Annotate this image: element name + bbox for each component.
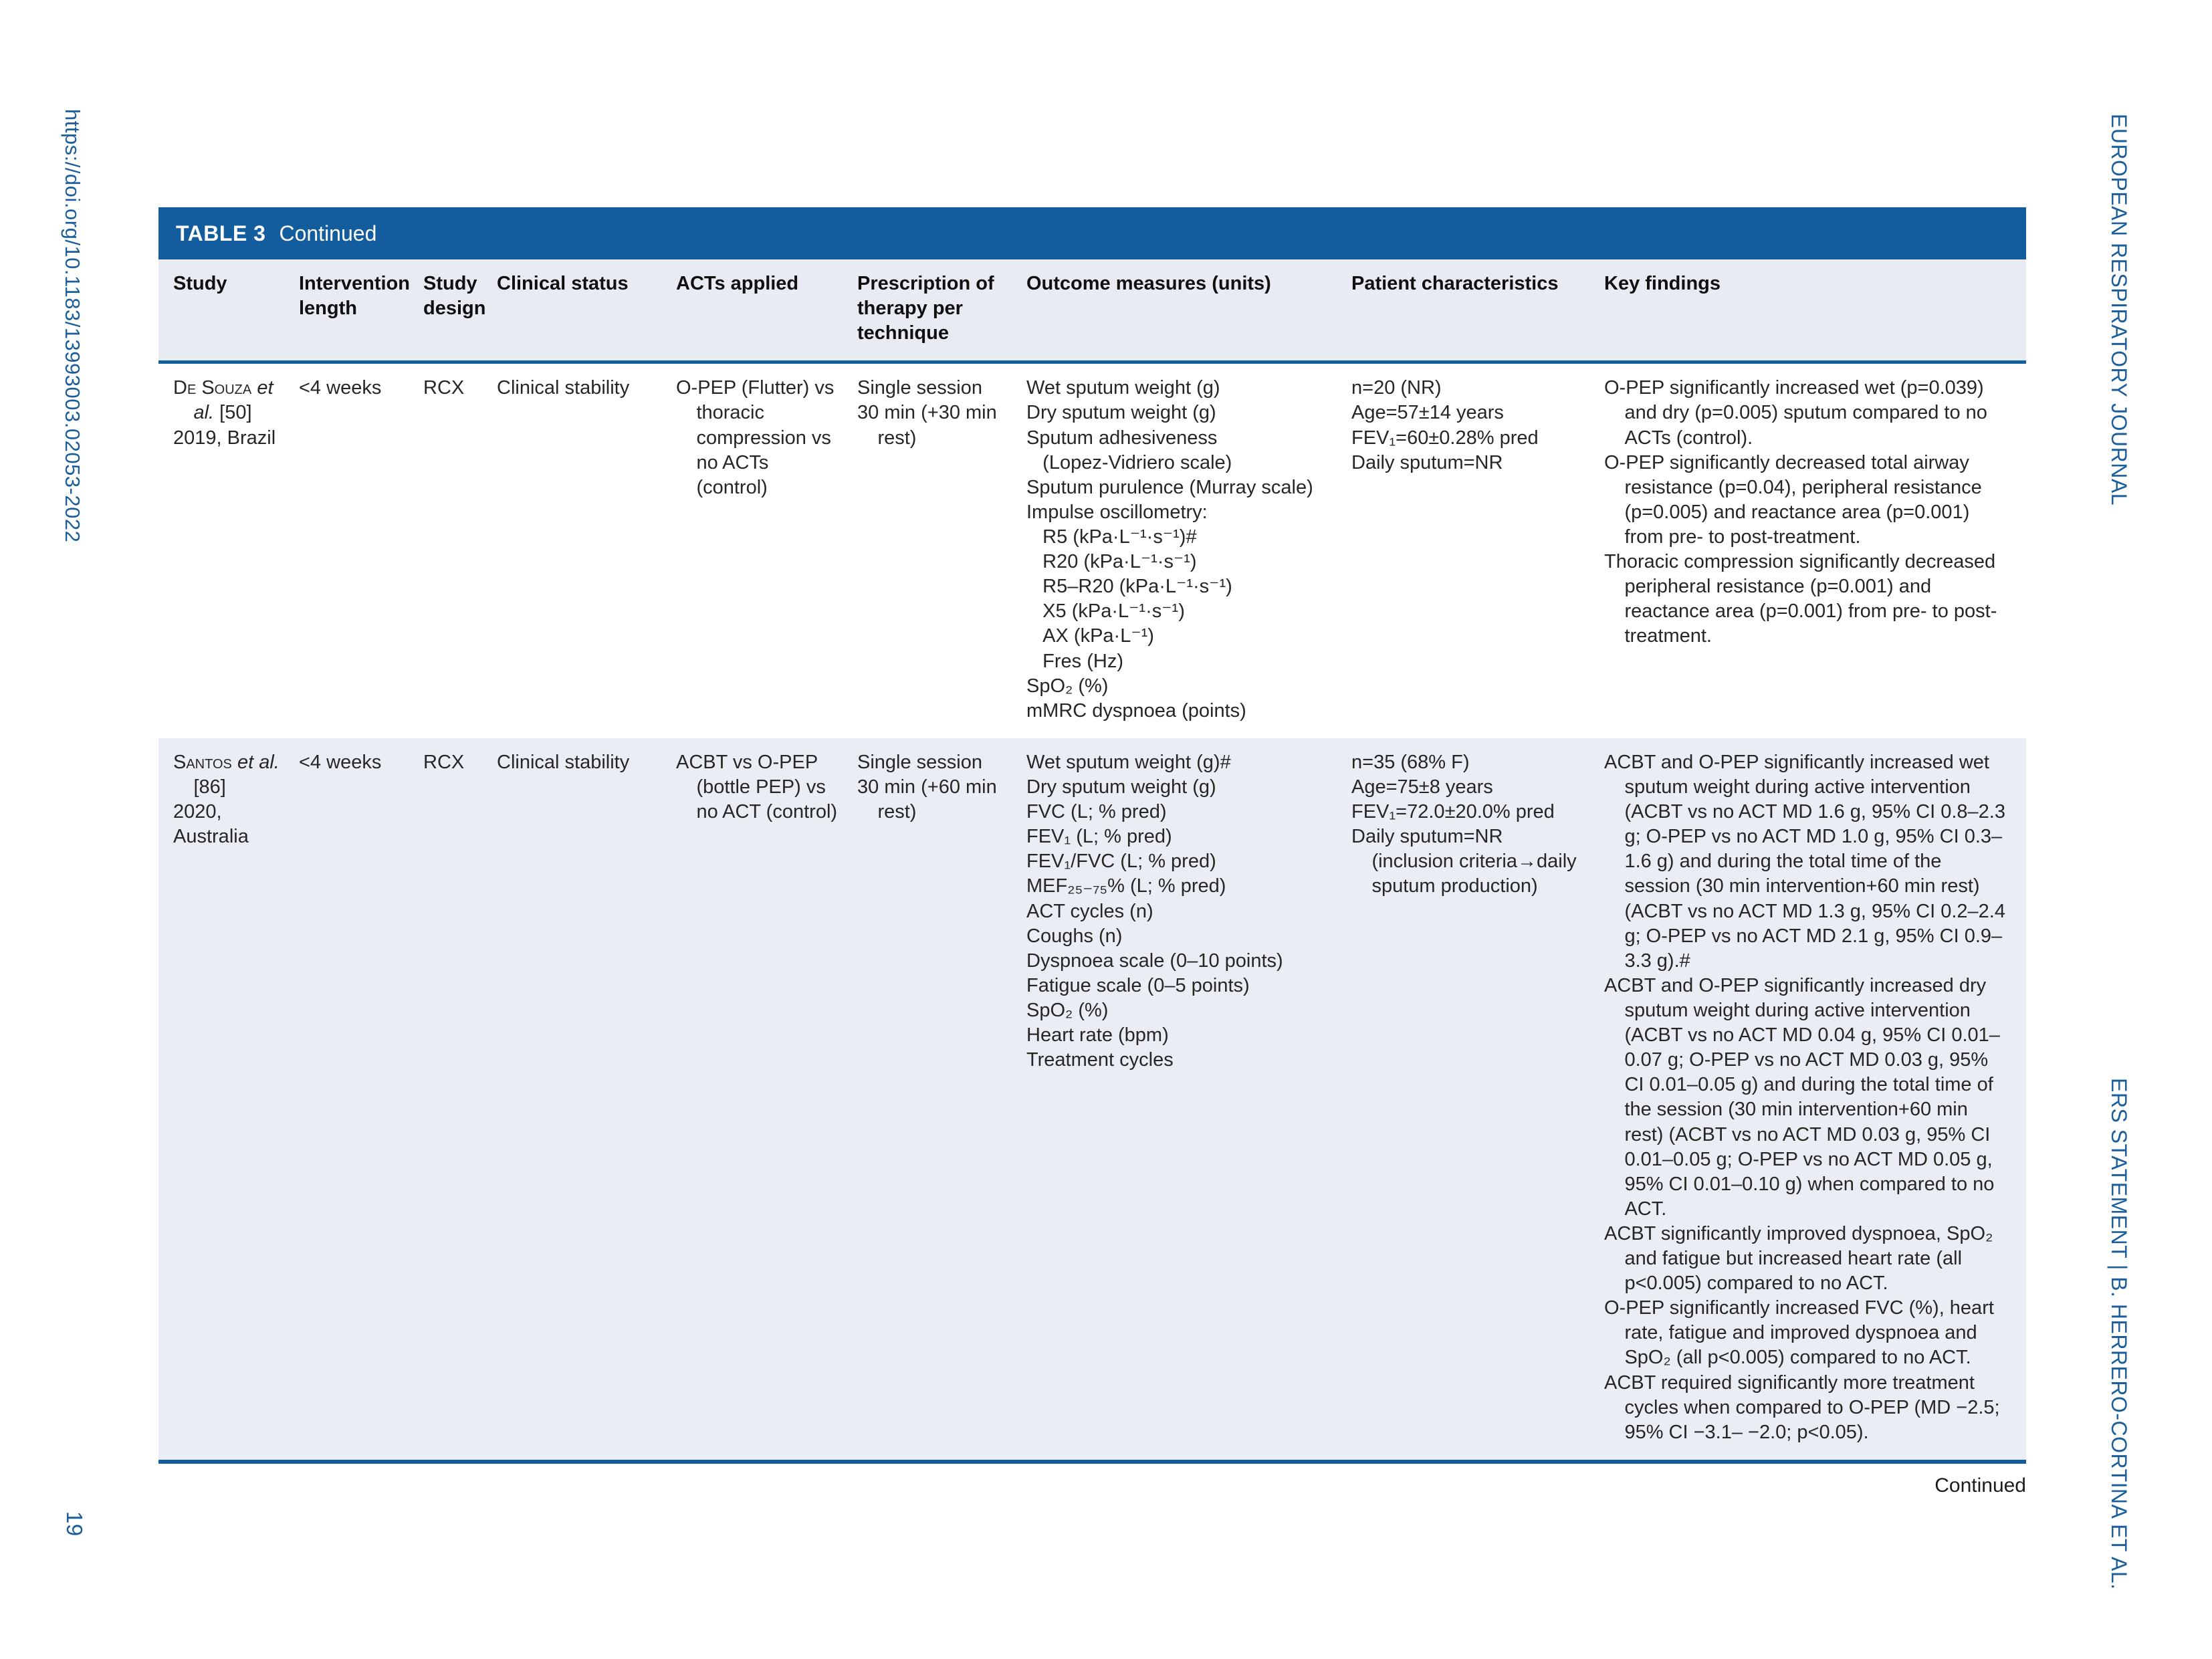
study-ref: [86] [193, 776, 226, 798]
list-line: Single session [857, 377, 982, 399]
table-title-bar [158, 207, 2026, 259]
list-line: R5 (kPa·L⁻¹·s⁻¹)# [1026, 526, 1197, 548]
patient-characteristics-cell [1351, 362, 1604, 738]
table-title-suffix: Continued [279, 221, 377, 245]
list-line: SpO₂ (%) [1026, 675, 1109, 697]
outcome-measures-cell [1026, 738, 1351, 1462]
list-line: Coughs (n) [1026, 925, 1123, 947]
col-header-intervention-length: Intervention length [299, 259, 423, 362]
list-line: Dry sputum weight (g) [1026, 402, 1216, 424]
list-line: Daily sputum=NR (inclusion criteria→daily sputum production) [1351, 826, 1577, 897]
outcome-measures-cell [1026, 362, 1351, 738]
study-cell [158, 362, 299, 738]
clinical-status-cell: Clinical stability [497, 738, 676, 1462]
intervention-length-cell: <4 weeks [299, 738, 423, 1462]
clinical-status-cell: Clinical stability [497, 362, 676, 738]
study-year-location: 2020, Australia [173, 801, 249, 848]
list-line: Heart rate (bpm) [1026, 1024, 1169, 1046]
prescription-cell [857, 738, 1026, 1462]
key-findings-cell [1604, 738, 2026, 1462]
col-header-patient-characteristics: Patient characteristics [1351, 259, 1604, 362]
study-cell [158, 738, 299, 1462]
study-year-location: 2019, Brazil [173, 427, 276, 449]
list-line: FEV₁=72.0±20.0% pred [1351, 801, 1555, 823]
doi-vertical-text: https://doi.org/10.1183/13993003.02053-2022 [61, 109, 84, 543]
header-row [158, 259, 2026, 362]
list-line: ACBT vs O-PEP (bottle PEP) vs no ACT (control) [676, 751, 838, 823]
list-line: Fres (Hz) [1026, 650, 1123, 672]
table-row [158, 738, 2026, 1462]
list-line: O-PEP significantly decreased total airway resistance (p=0.04), peripheral resistance (p=0.005) and reactance area (p=0.001) from pre- to post-treatment. [1604, 451, 1982, 548]
list-line: FEV₁ (L; % pred) [1026, 826, 1172, 848]
table-row [158, 362, 2026, 738]
study-design-cell: RCX [423, 738, 497, 1462]
list-line: n=20 (NR) [1351, 377, 1442, 399]
study-citation [173, 750, 283, 800]
patient-characteristics-cell [1351, 738, 1604, 1462]
acts-applied-cell [676, 362, 857, 738]
list-line: O-PEP significantly increased FVC (%), heart rate, fatigue and improved dyspnoea and SpO₂ (all p<0.005) compared to no ACT. [1604, 1297, 1994, 1369]
col-header-prescription: Prescription of therapy per technique [857, 259, 1026, 362]
col-header-acts-applied: ACTs applied [676, 259, 857, 362]
list-line: ACT cycles (n) [1026, 900, 1153, 922]
studies-table [158, 259, 2026, 1464]
list-line: FEV₁=60±0.28% pred [1351, 427, 1539, 449]
prescription-cell [857, 362, 1026, 738]
acts-applied-cell [676, 738, 857, 1462]
table-3-continued [158, 207, 2026, 1497]
study-ref: [50] [219, 402, 252, 424]
study-author: Santos [173, 751, 232, 773]
list-line: mMRC dyspnoea (points) [1026, 699, 1246, 722]
list-line: Dry sputum weight (g) [1026, 776, 1216, 798]
list-line: Treatment cycles [1026, 1049, 1174, 1071]
list-line: n=35 (68% F) [1351, 751, 1470, 773]
list-line: O-PEP (Flutter) vs thoracic compression vs no ACTs (control) [676, 377, 835, 498]
list-line: Age=75±8 years [1351, 776, 1493, 798]
list-line: X5 (kPa·L⁻¹·s⁻¹) [1026, 600, 1185, 623]
list-line: FVC (L; % pred) [1026, 801, 1167, 823]
study-author: De Souza [173, 377, 252, 399]
list-line: O-PEP significantly increased wet (p=0.039) and dry (p=0.005) sputum compared to no ACTs (control). [1604, 377, 1987, 449]
list-line: AX (kPa·L⁻¹) [1026, 625, 1154, 647]
list-line: Daily sputum=NR [1351, 451, 1503, 473]
list-line: ACBT and O-PEP significantly increased wet sputum weight during active intervention (ACBT vs no ACT MD 1.6 g, 95% CI 0.8–2.3 g; O-PEP vs no ACT MD 1.0 g, 95% CI 0.3–1.6 g) and during the total time of the session (30 min intervention+60 min rest) (ACBT vs no ACT MD 1.3 g, 95% CI 0.2–2.4 g; O-PEP vs no ACT MD 2.1 g, 95% CI 0.9–3.3 g).# [1604, 751, 2005, 972]
list-line: Wet sputum weight (g)# [1026, 751, 1231, 773]
article-running-head-vertical-text: ERS STATEMENT | B. HERRERO-CORTINA ET AL. [2107, 1078, 2131, 1590]
list-line: ACBT significantly improved dyspnoea, SpO₂ and fatigue but increased heart rate (all p<0.005) compared to no ACT. [1604, 1222, 1993, 1295]
study-design-cell: RCX [423, 362, 497, 738]
journal-name-vertical-text: EUROPEAN RESPIRATORY JOURNAL [2107, 114, 2131, 506]
study-citation [173, 376, 283, 425]
col-header-outcome-measures: Outcome measures (units) [1026, 259, 1351, 362]
intervention-length-cell: <4 weeks [299, 362, 423, 738]
col-header-clinical-status: Clinical status [497, 259, 676, 362]
list-line: MEF₂₅₋₇₅% (L; % pred) [1026, 875, 1226, 897]
col-header-key-findings: Key findings [1604, 259, 2026, 362]
table-title-label: TABLE 3 [176, 221, 266, 245]
list-line: Sputum purulence (Murray scale) [1026, 476, 1313, 498]
col-header-study: Study [158, 259, 299, 362]
continued-note: Continued [1934, 1474, 2026, 1497]
list-line: ACBT required significantly more treatment cycles when compared to O-PEP (MD −2.5; 95% CI −3.1– −2.0; p<0.05). [1604, 1371, 2000, 1443]
list-line: Fatigue scale (0–5 points) [1026, 974, 1250, 996]
list-line: 30 min (+60 min rest) [857, 776, 997, 823]
list-line: (Lopez-Vidriero scale) [1026, 451, 1232, 473]
list-line: 30 min (+30 min rest) [857, 402, 997, 449]
list-line: R5–R20 (kPa·L⁻¹·s⁻¹) [1026, 576, 1232, 598]
list-line: ACBT and O-PEP significantly increased dry sputum weight during active intervention (ACBT vs no ACT MD 0.04 g, 95% CI 0.01–0.07 g; O-PEP vs no ACT MD 0.03 g, 95% CI 0.01–0.05 g) and during the total time of the session (30 min intervention+60 min rest) (ACBT vs no ACT MD 0.03 g, 95% CI 0.01–0.05 g; O-PEP vs no ACT MD 0.05 g, 95% CI 0.01–0.10 g) when compared to no ACT. [1604, 974, 2000, 1220]
list-line: FEV₁/FVC (L; % pred) [1026, 851, 1216, 873]
list-line: R20 (kPa·L⁻¹·s⁻¹) [1026, 551, 1197, 573]
list-line: Single session [857, 751, 982, 773]
list-line: Dyspnoea scale (0–10 points) [1026, 950, 1283, 972]
list-line: Impulse oscillometry: [1026, 501, 1208, 523]
col-header-study-design: Study design [423, 259, 497, 362]
key-findings-cell [1604, 362, 2026, 738]
list-line: Age=57±14 years [1351, 402, 1504, 424]
list-line: Sputum adhesiveness [1026, 427, 1218, 449]
study-etal: et al. [193, 377, 273, 424]
list-line: SpO₂ (%) [1026, 999, 1109, 1021]
list-line: Thoracic compression significantly decreased peripheral resistance (p=0.001) and reactance area (p=0.001) from pre- to post-treatment. [1604, 551, 1997, 647]
list-line: Wet sputum weight (g) [1026, 377, 1220, 399]
study-etal: et al. [237, 751, 280, 773]
page-number: 19 [62, 1511, 87, 1537]
